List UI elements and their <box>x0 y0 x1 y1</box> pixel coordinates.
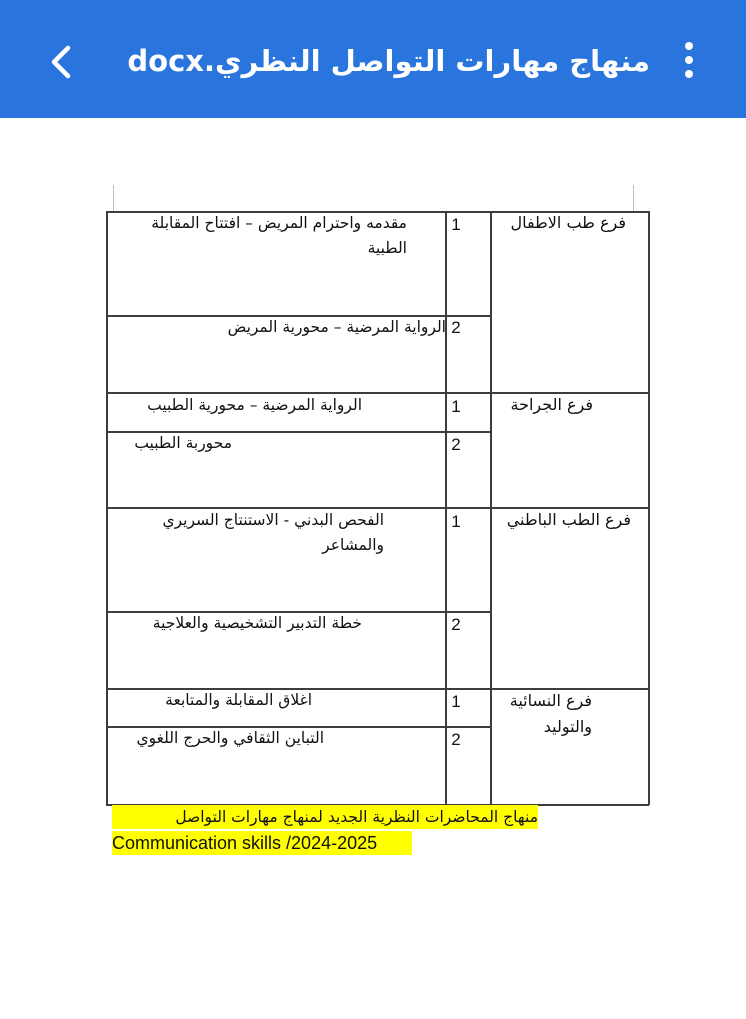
lecture-number: 1 <box>451 397 461 416</box>
lecture-topic: محوربة الطبيب <box>134 434 232 452</box>
lecture-number: 2 <box>451 318 461 337</box>
app-bar <box>0 0 746 118</box>
lecture-number: 2 <box>451 615 461 634</box>
overflow-menu-button[interactable] <box>672 40 706 80</box>
branch-obgyn: فرع النسائية والتوليد <box>509 691 592 736</box>
footnote-line-1: منهاج المحاضرات النظرية الجديد لمنهاج مهارات التواصل <box>112 805 538 829</box>
more-vertical-icon <box>672 40 706 80</box>
lecture-topic: الرواية المرضية – محورية الطبيب <box>147 396 362 414</box>
chevron-left-icon <box>40 40 84 84</box>
back-button[interactable] <box>40 40 84 84</box>
lecture-number: 2 <box>451 435 461 454</box>
lecture-number: 1 <box>451 215 461 234</box>
branch-surgery: فرع الجراحة <box>510 395 593 414</box>
lecture-topic: الرواية المرضية – محورية المريض <box>227 318 446 336</box>
lecture-topic: التباين الثقافي والحرج اللغوي <box>136 729 324 747</box>
lecture-topic: خطة التدبير التشخيصية والعلاجية <box>152 614 362 632</box>
lecture-number: 1 <box>451 512 461 531</box>
branch-internal-medicine: فرع الطب الباطني <box>506 510 631 529</box>
lecture-number: 1 <box>451 692 461 711</box>
lecture-topic: مقدمه واحترام المريض – افتتاح المقابلة الطبية <box>151 214 407 257</box>
branch-pediatrics: فرع طب الاطفال <box>510 213 626 232</box>
document-page[interactable] <box>0 118 746 1019</box>
lecture-topic: الفحص البدني - الاستنتاج السريري والمشاعر <box>162 511 384 554</box>
curriculum-table <box>0 118 746 818</box>
footnote-line-2: Communication skills /2024-2025 <box>112 831 412 855</box>
lecture-number: 2 <box>451 730 461 749</box>
lecture-topic: اغلاق المقابلة والمتابعة <box>165 691 312 709</box>
document-title: منهاج مهارات التواصل النظري.docx <box>127 44 650 78</box>
